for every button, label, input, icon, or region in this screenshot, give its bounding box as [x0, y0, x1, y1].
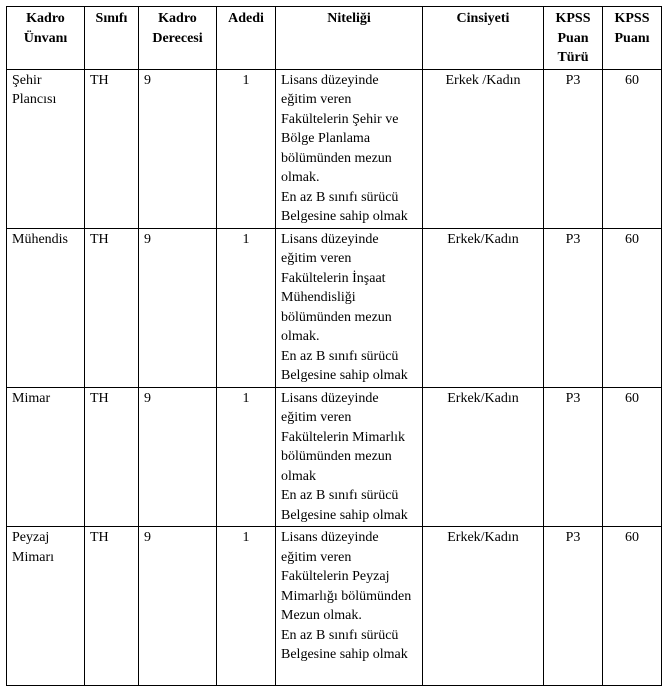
header-row [7, 7, 662, 70]
cell-derece: 9 [139, 527, 217, 686]
cell-unvan: Mimar [7, 387, 85, 527]
header-sinifi: Sınıfı [85, 7, 139, 70]
cell-puan-turu: P3 [544, 387, 603, 527]
header-kpss-puan-turu: KPSS Puan Türü [544, 7, 603, 70]
header-kpss-puani: KPSS Puanı [603, 7, 662, 70]
cell-adet: 1 [217, 527, 276, 686]
cell-puan: 60 [603, 228, 662, 387]
cell-derece: 9 [139, 228, 217, 387]
cell-nitelik: Lisans düzeyinde eğitim veren Fakültelerin Mimarlık bölümünden mezun olmak En az B sınıfı sürücü Belgesine sahip olmak [276, 387, 423, 527]
table-row [7, 228, 662, 387]
cell-sinif: TH [85, 527, 139, 686]
cell-adet: 1 [217, 387, 276, 527]
cell-adet: 1 [217, 228, 276, 387]
cell-unvan: Mühendis [7, 228, 85, 387]
table-row [7, 387, 662, 527]
cell-sinif: TH [85, 228, 139, 387]
header-niteligi: Niteliği [276, 7, 423, 70]
cell-sinif: TH [85, 387, 139, 527]
cell-cinsiyet: Erkek /Kadın [423, 69, 544, 228]
cell-puan: 60 [603, 387, 662, 527]
cell-nitelik: Lisans düzeyinde eğitim veren Fakültelerin Şehir ve Bölge Planlama bölümünden mezun olmak. En az B sınıfı sürücü Belgesine sahip olmak [276, 69, 423, 228]
cell-unvan: Şehir Plancısı [7, 69, 85, 228]
cell-unvan: Peyzaj Mimarı [7, 527, 85, 686]
cell-puan-turu: P3 [544, 228, 603, 387]
table-row [7, 69, 662, 228]
cell-nitelik: Lisans düzeyinde eğitim veren Fakültelerin İnşaat Mühendisliği bölümünden mezun olmak. En az B sınıfı sürücü Belgesine sahip olmak [276, 228, 423, 387]
header-kadro-unvani: Kadro Ünvanı [7, 7, 85, 70]
cell-cinsiyet: Erkek/Kadın [423, 527, 544, 686]
cell-nitelik: Lisans düzeyinde eğitim veren Fakültelerin Peyzaj Mimarlığı bölümünden Mezun olmak. En az B sınıfı sürücü Belgesine sahip olmak [276, 527, 423, 686]
cell-puan-turu: P3 [544, 69, 603, 228]
cell-sinif: TH [85, 69, 139, 228]
cell-puan: 60 [603, 527, 662, 686]
header-cinsiyeti: Cinsiyeti [423, 7, 544, 70]
cell-derece: 9 [139, 69, 217, 228]
header-adedi: Adedi [217, 7, 276, 70]
cell-cinsiyet: Erkek/Kadın [423, 228, 544, 387]
cell-derece: 9 [139, 387, 217, 527]
kadro-table [6, 6, 662, 686]
cell-adet: 1 [217, 69, 276, 228]
header-kadro-derecesi: Kadro Derecesi [139, 7, 217, 70]
cell-puan: 60 [603, 69, 662, 228]
table-row [7, 527, 662, 686]
cell-puan-turu: P3 [544, 527, 603, 686]
cell-cinsiyet: Erkek/Kadın [423, 387, 544, 527]
